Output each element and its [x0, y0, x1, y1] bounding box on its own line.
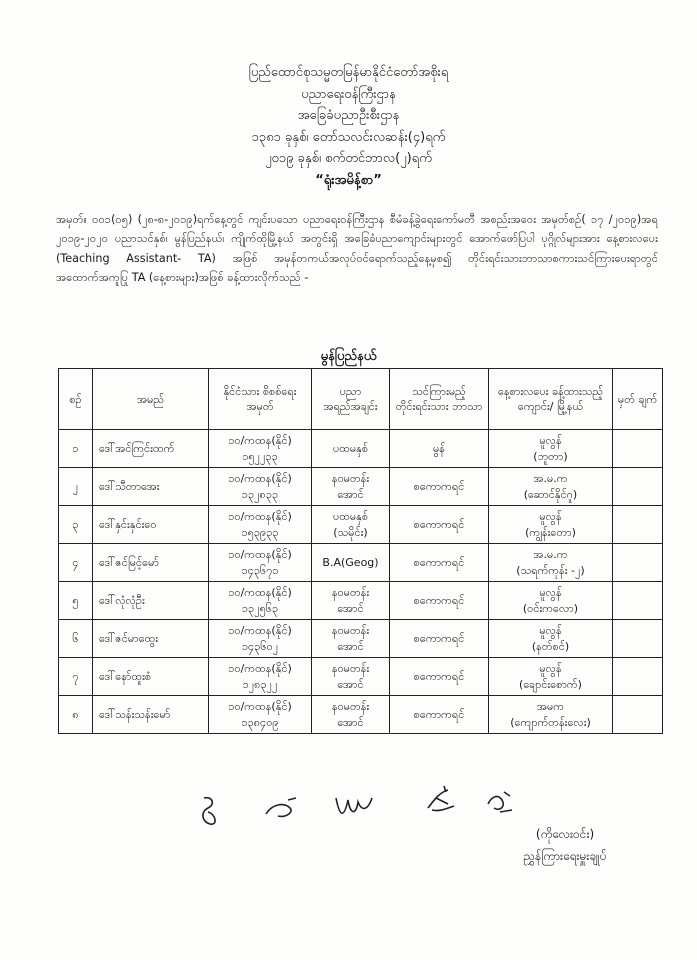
signature-3: [330, 788, 380, 824]
header-line-gregorian-date: ၂၀၁၉ ခုနှစ်၊ စက်တင်ဘာလ(၂)ရက်: [265, 151, 432, 166]
order-paragraph: အမှတ်။ ၀၀၁(၀၅) (၂၈-၈-၂၀၁၉)ရက်နေ့တွင် ကျင်းပသော ပညာရေးဝန်ကြီးဌာန စီမံခန့်ခွဲရေးကော်မတီ အစည်းအဝေး အမှတ်စဉ်( ၁၇ /၂၀၁၉)အရ ၂၀၁၉-၂၀၂၀ ပညာသင်နှစ်၊ မွန်ပြည်နယ်၊ ကျိုက်ထိုမြို့နယ် အတွင်းရှိ အခြေခံပညာကျောင်းများတွင် အောက်ဖော်ပြပါ ပုဂ္ဂိုလ်များအား နေ့စားလပေး (Teaching Assistant- TA) အဖြစ် အမှန်တကယ်အလုပ်ဝင်ရောက်သည့်နေ့မှစ၍ တိုင်းရင်းသားဘာသာစကားသင်ကြားပေးရာတွင် အထောက်အကူပြု TA (နေ့စားများ)အဖြစ် ခန့်ထားလိုက်သည် -: [56, 213, 658, 285]
table-row: [59, 620, 663, 658]
cell-nrc-nrc2: ၁၃၈၄၀၉: [241, 715, 279, 729]
cell-nrc-nrc1: ၁၀/ကထန(နိုင်): [228, 433, 292, 447]
table-row: [59, 430, 663, 468]
cell-nrc-nrc2: ၁၄၃၆၇၁: [241, 563, 279, 577]
cell-nrc: [209, 430, 312, 468]
col-header-name: အမည်: [93, 369, 209, 430]
header-line-myanmar-date: ၁၃၈၁ ခုနှစ်၊ တော်သလင်းလဆန်း(၄)ရက်: [251, 129, 446, 145]
cell-name: [93, 696, 209, 734]
cell-school-school2: (ဝင်းကလော): [522, 601, 579, 615]
cell-nrc-nrc1: ၁၀/ကထန(နိုင်): [228, 471, 292, 485]
cell-name-name: ဒေါ်ဇင်မြင့်မော်: [99, 555, 159, 569]
col-header-education: ပညာ အရည်အချင်း: [312, 369, 390, 430]
cell-school-school1: မူလွန်: [539, 509, 562, 523]
cell-education-edu1: နဝမတန်း: [331, 699, 370, 713]
appointment-table: [58, 368, 663, 734]
cell-no-no: ၆: [72, 631, 79, 645]
table-row: [59, 468, 663, 506]
cell-name-name: ဒေါ်အင်ကြင်းထက်: [99, 441, 175, 455]
cell-nrc-nrc2: ၁၃၂၅၆၃: [241, 601, 279, 615]
cell-language-lang: စကောကရင်: [413, 707, 465, 721]
cell-education: [312, 468, 390, 506]
cell-education-edu1: နဝမတန်း: [331, 623, 370, 637]
col-header-remark: မှတ် ချက်: [613, 369, 663, 430]
cell-school-school2: (ချောင်းစောက်): [519, 677, 582, 691]
cell-name-name: ဒေါ်သန်းသန်းမော်: [99, 707, 171, 721]
cell-name-name: ဒေါ်သီတာအေး: [99, 479, 160, 493]
cell-nrc: [209, 582, 312, 620]
cell-language-lang: စကောကရင်: [413, 479, 465, 493]
cell-school-school2: (ဆောင်နိုင်ဂူ): [523, 487, 578, 501]
cell-nrc-nrc1: ၁၀/ကထန(နိုင်): [228, 585, 292, 599]
table-row: [59, 544, 663, 582]
cell-name: [93, 658, 209, 696]
cell-no-no: ၅: [72, 593, 79, 607]
cell-language-lang: မွန်: [433, 441, 445, 455]
cell-education-edu2: အောင်: [337, 487, 364, 501]
cell-no-no: ၃: [72, 517, 79, 531]
cell-language-lang: စကောကရင်: [413, 631, 465, 645]
cell-education-edu1: ပထမနှစ်: [332, 441, 369, 455]
cell-language-lang: စကောကရင်: [413, 517, 465, 531]
cell-school-school1: မူလွန်: [539, 661, 562, 675]
cell-no-no: ၈: [72, 707, 79, 721]
cell-education-edu1: နဝမတန်း: [331, 471, 370, 485]
cell-no: [59, 430, 93, 468]
cell-nrc: [209, 620, 312, 658]
cell-language-lang: စကောကရင်: [413, 555, 465, 569]
cell-language: [390, 696, 489, 734]
cell-nrc: [209, 506, 312, 544]
cell-remark: [613, 658, 663, 696]
cell-education: [312, 658, 390, 696]
cell-nrc-nrc1: ၁၀/ကထန(နိုင်): [228, 547, 292, 561]
cell-no: [59, 696, 93, 734]
cell-nrc-nrc1: ၁၀/ကထန(နိုင်): [228, 623, 292, 637]
table-header-row: [59, 369, 663, 430]
cell-school: [489, 544, 613, 582]
cell-school-school1: အ.မ.က: [533, 471, 568, 485]
cell-nrc-nrc2: ၁၅၂၂၃၃: [242, 449, 278, 463]
cell-remark: [613, 468, 663, 506]
cell-education-edu1: B.A(Geog): [322, 555, 379, 569]
cell-name-name: ဒေါ်လုံလုံဦး: [99, 593, 145, 607]
cell-school-school2: (ဘူတာ): [533, 449, 568, 463]
cell-nrc-nrc1: ၁၀/ကထန(နိုင်): [228, 699, 292, 713]
cell-school-school1: မူလွန်: [539, 623, 562, 637]
signature-1: [190, 790, 230, 830]
cell-name-name: ဒေါ်ဇင်မာထွေး: [99, 631, 159, 645]
cell-name: [93, 582, 209, 620]
cell-language: [390, 620, 489, 658]
signatory-position: ညွှန်ကြားရေးမှူးချုပ်: [523, 849, 607, 863]
cell-education-edu2: အောင်: [337, 715, 364, 729]
cell-nrc: [209, 658, 312, 696]
signature-5: [480, 786, 520, 818]
cell-school: [489, 620, 613, 658]
cell-language-lang: စကောကရင်: [413, 669, 465, 683]
cell-no: [59, 582, 93, 620]
cell-no: [59, 506, 93, 544]
cell-nrc-nrc2: ၁၅၃၉၃၃: [241, 525, 279, 539]
cell-education: [312, 696, 390, 734]
cell-education-edu1: နဝမတန်း: [331, 661, 370, 675]
cell-school-school2: (နတ်စင်): [531, 639, 570, 653]
region-heading: မွန်ပြည်နယ်: [320, 349, 377, 364]
cell-no-no: ၂: [72, 479, 79, 493]
cell-remark: [613, 430, 663, 468]
cell-education-edu1: နဝမတန်း: [331, 585, 370, 599]
cell-no: [59, 658, 93, 696]
cell-education: [312, 430, 390, 468]
table-row: [59, 582, 663, 620]
table-row: [59, 658, 663, 696]
cell-school: [489, 582, 613, 620]
signature-4: [418, 784, 464, 818]
header-line-ministry: ပညာရေးဝန်ကြီးဌာန: [301, 86, 396, 102]
cell-language: [390, 544, 489, 582]
cell-education: [312, 544, 390, 582]
cell-no-no: ၇: [72, 669, 79, 683]
cell-nrc-nrc2: ၁၄၃၆၀၂: [241, 639, 279, 653]
cell-language: [390, 468, 489, 506]
cell-name: [93, 430, 209, 468]
cell-school-school2: (ကျွန်းတော): [525, 525, 576, 539]
cell-school: [489, 506, 613, 544]
cell-education: [312, 620, 390, 658]
cell-remark: [613, 696, 663, 734]
cell-education-edu2: အောင်: [337, 601, 364, 615]
cell-nrc-nrc1: ၁၀/ကထန(နိုင်): [228, 661, 292, 675]
document-title: “ရုံးအမိန့်စာ”: [315, 172, 382, 188]
cell-school-school1: မူလွန်: [539, 585, 562, 599]
cell-school: [489, 430, 613, 468]
table-row: [59, 506, 663, 544]
cell-no: [59, 468, 93, 506]
cell-school-school1: အမက: [536, 699, 565, 713]
cell-name-name: ဒေါ်နော်ထူးစံ: [99, 669, 152, 683]
cell-nrc: [209, 696, 312, 734]
cell-school-school2: (ကျောက်တန်းလေး): [510, 715, 591, 729]
cell-nrc-nrc2: ၁၃၂၈၃၃: [241, 487, 279, 501]
col-header-language: သင်ကြားမည့် တိုင်းရင်းသား ဘာသာ: [390, 369, 489, 430]
cell-no: [59, 620, 93, 658]
cell-language-lang: စကောကရင်: [413, 593, 465, 607]
cell-name: [93, 544, 209, 582]
cell-education-edu2: အောင်: [337, 639, 364, 653]
header-line-department: အခြေခံပညာဦးစီးဌာန: [297, 108, 400, 123]
cell-name-name: ဒေါ်နှင်းနှင်းဝေ: [99, 517, 157, 531]
cell-nrc: [209, 468, 312, 506]
cell-remark: [613, 544, 663, 582]
cell-language: [390, 658, 489, 696]
cell-name: [93, 506, 209, 544]
header-line-government: ပြည်ထောင်စုသမ္မတမြန်မာနိုင်ငံတော်အစိုးရ: [248, 65, 449, 80]
cell-no: [59, 544, 93, 582]
cell-education: [312, 582, 390, 620]
cell-name: [93, 620, 209, 658]
cell-education-edu2: အောင်: [337, 677, 364, 691]
cell-school: [489, 468, 613, 506]
signatory-name: (ကိုလေးဝင်း): [535, 827, 595, 841]
cell-school: [489, 696, 613, 734]
cell-nrc: [209, 544, 312, 582]
signoff-block: [470, 823, 660, 867]
cell-remark: [613, 620, 663, 658]
cell-language: [390, 430, 489, 468]
col-header-no: စဉ်: [59, 369, 93, 430]
col-header-nrc: နိုင်ငံသား စိစစ်ရေး အမှတ်: [209, 369, 312, 430]
cell-school-school1: အ.မ.က: [533, 547, 568, 561]
cell-nrc-nrc1: ၁၀/ကထန(နိုင်): [228, 509, 292, 523]
cell-school-school2: (သရက်ကုန်း -၂): [516, 563, 585, 577]
cell-language: [390, 582, 489, 620]
cell-education-edu2: (သမိုင်း): [333, 525, 368, 539]
document-header: [0, 62, 697, 191]
cell-school-school1: မူလွန်: [539, 433, 562, 447]
cell-remark: [613, 582, 663, 620]
cell-nrc-nrc2: ၁၂၈၃၂၂: [242, 677, 278, 691]
cell-name: [93, 468, 209, 506]
cell-school: [489, 658, 613, 696]
signature-2: [260, 794, 306, 824]
cell-education-edu1: ပထမနှစ်: [332, 509, 369, 523]
col-header-school: နေ့စားလပေး ခန့်ထားသည့် ကျောင်း/ မြို့နယ်: [489, 369, 613, 430]
cell-education: [312, 506, 390, 544]
cell-no-no: ၄: [72, 555, 79, 569]
cell-no-no: ၁: [72, 441, 79, 455]
cell-remark: [613, 506, 663, 544]
table-row: [59, 696, 663, 734]
cell-language: [390, 506, 489, 544]
